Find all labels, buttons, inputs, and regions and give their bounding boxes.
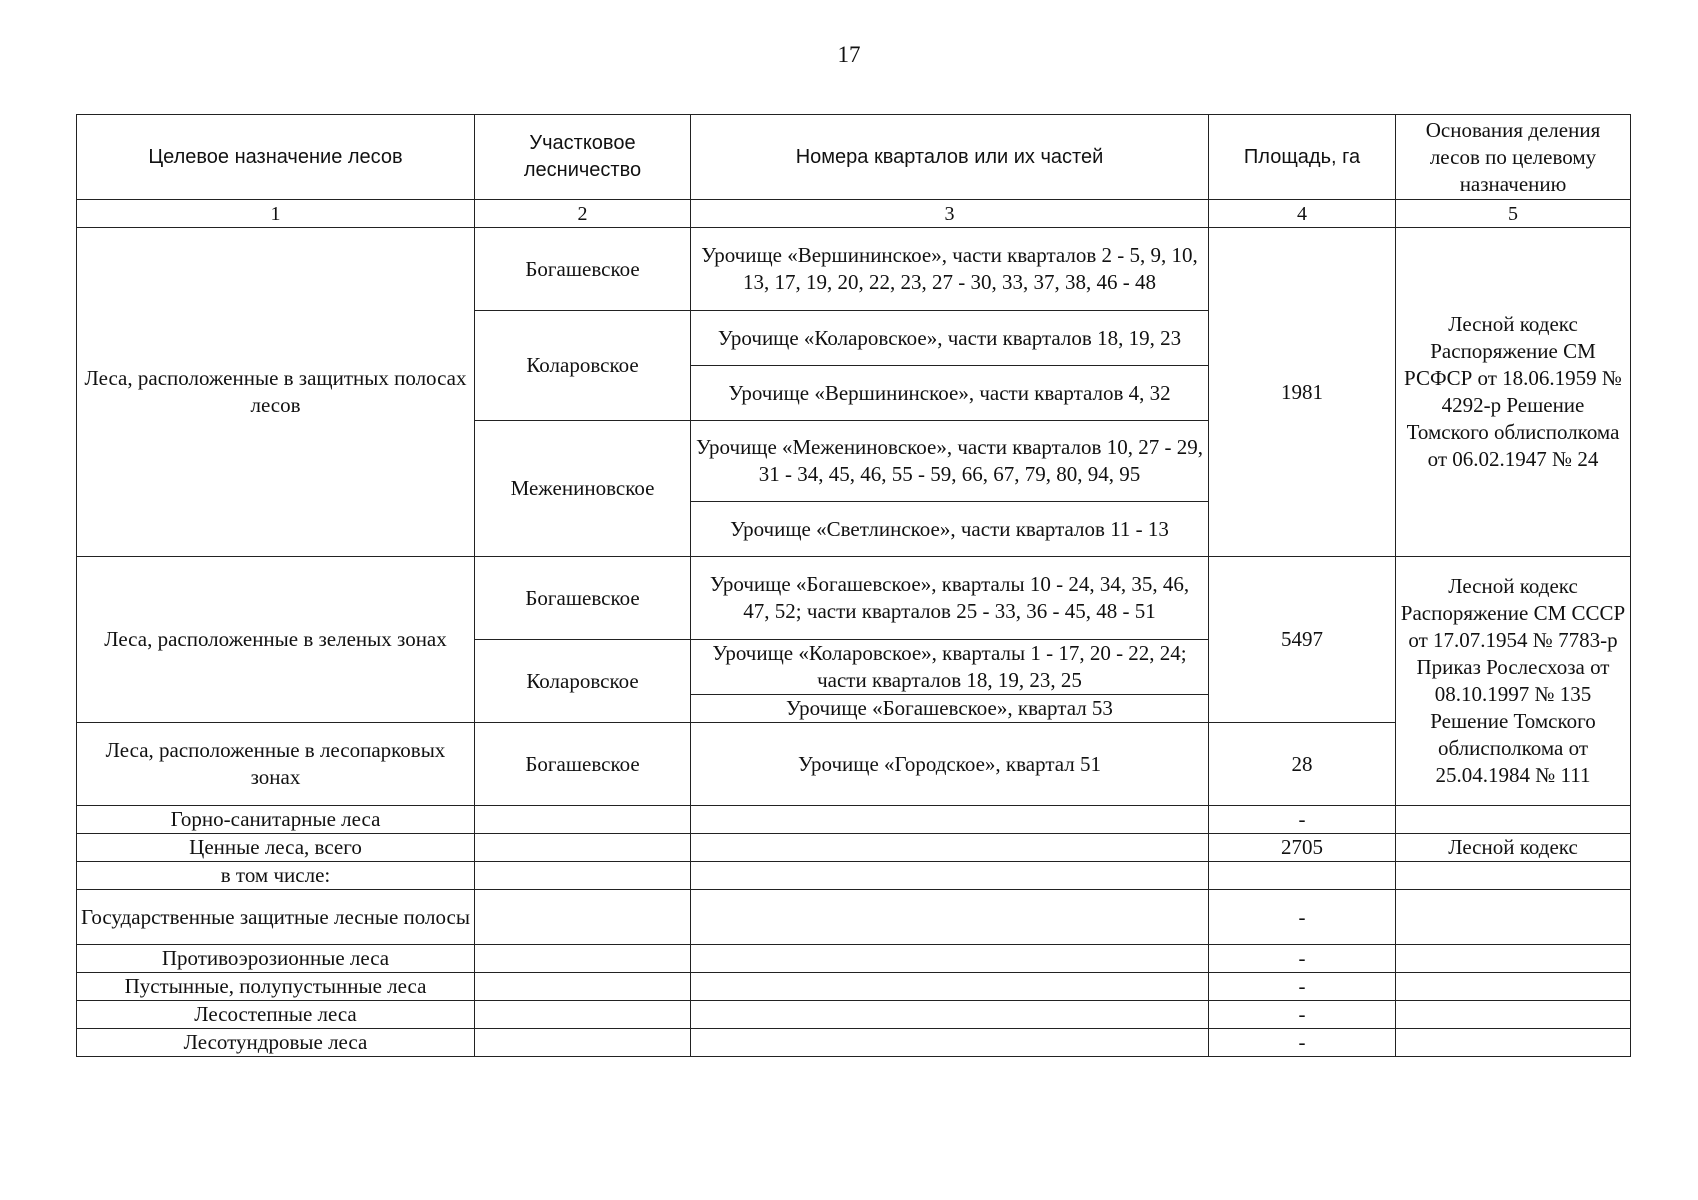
forestry-cell: Богашевское xyxy=(475,228,691,311)
area-cell: - xyxy=(1209,1029,1396,1057)
purpose-cell: Государственные защитные лесные полосы xyxy=(77,890,475,945)
forestry-cell: Коларовское xyxy=(475,640,691,723)
forestry-cell: Богашевское xyxy=(475,557,691,640)
quarters-cell xyxy=(691,890,1209,945)
table-row xyxy=(77,834,1631,862)
quarters-cell: Урочище «Богашевское», кварталы 10 - 24, 34, 35, 46, 47, 52; части кварталов 25 - 33, 36 - 45, 48 - 51 xyxy=(691,557,1209,640)
forest-purpose-table xyxy=(76,114,1631,1057)
table-row xyxy=(77,945,1631,973)
quarters-cell: Урочище «Богашевское», квартал 53 xyxy=(691,695,1209,723)
quarters-cell: Урочище «Светлинское», части кварталов 11 - 13 xyxy=(691,502,1209,557)
quarters-cell: Урочище «Вершининское», части кварталов 4, 32 xyxy=(691,366,1209,421)
quarters-cell xyxy=(691,973,1209,1001)
table-row xyxy=(77,557,1631,640)
quarters-cell xyxy=(691,1029,1209,1057)
table-row xyxy=(77,1029,1631,1057)
forestry-cell xyxy=(475,973,691,1001)
forestry-cell xyxy=(475,1029,691,1057)
table-row xyxy=(77,228,1631,311)
forestry-cell xyxy=(475,834,691,862)
quarters-cell xyxy=(691,806,1209,834)
table-row xyxy=(77,890,1631,945)
basis-cell xyxy=(1396,1029,1631,1057)
quarters-cell: Урочище «Коларовское», части кварталов 18, 19, 23 xyxy=(691,311,1209,366)
quarters-cell xyxy=(691,1001,1209,1029)
forestry-cell xyxy=(475,945,691,973)
basis-cell: Лесной кодекс Распоряжение СМ СССР от 17.07.1954 № 7783-р Приказ Рослесхоза от 08.10.1997 № 135 Решение Томского облисполкома от 25.04.1984 № 111 xyxy=(1396,557,1631,806)
forestry-cell: Коларовское xyxy=(475,311,691,421)
basis-cell xyxy=(1396,973,1631,1001)
basis-cell xyxy=(1396,806,1631,834)
area-cell: 28 xyxy=(1209,723,1396,806)
header-quarters: Номера кварталов или их частей xyxy=(691,115,1209,200)
table-row xyxy=(77,973,1631,1001)
forestry-cell xyxy=(475,1001,691,1029)
area-cell: 2705 xyxy=(1209,834,1396,862)
basis-cell: Лесной кодекс Распоряжение СМ РСФСР от 18.06.1959 № 4292-р Решение Томского облисполкома от 06.02.1947 № 24 xyxy=(1396,228,1631,557)
purpose-cell: Леса, расположенные в зеленых зонах xyxy=(77,557,475,723)
column-number: 2 xyxy=(475,200,691,228)
purpose-cell: Леса, расположенные в защитных полосах лесов xyxy=(77,228,475,557)
header-purpose: Целевое назначение лесов xyxy=(77,115,475,200)
area-cell: - xyxy=(1209,945,1396,973)
area-cell: - xyxy=(1209,973,1396,1001)
table-row xyxy=(77,862,1631,890)
page-number: 17 xyxy=(837,42,861,67)
quarters-cell xyxy=(691,834,1209,862)
basis-cell: Лесной кодекс xyxy=(1396,834,1631,862)
column-number: 3 xyxy=(691,200,1209,228)
basis-cell xyxy=(1396,1001,1631,1029)
basis-cell xyxy=(1396,890,1631,945)
quarters-cell: Урочище «Коларовское», кварталы 1 - 17, 20 - 22, 24; части кварталов 18, 19, 23, 25 xyxy=(691,640,1209,695)
forestry-cell xyxy=(475,806,691,834)
header-basis: Основания деления лесов по целевому назначению xyxy=(1396,115,1631,200)
forestry-cell xyxy=(475,862,691,890)
area-cell: 1981 xyxy=(1209,228,1396,557)
basis-cell xyxy=(1396,862,1631,890)
header-forestry: Участковое лесничество xyxy=(475,115,691,200)
quarters-cell: Урочище «Городское», квартал 51 xyxy=(691,723,1209,806)
basis-cell xyxy=(1396,945,1631,973)
purpose-cell: в том числе: xyxy=(77,862,475,890)
area-cell: - xyxy=(1209,1001,1396,1029)
purpose-cell: Леса, расположенные в лесопарковых зонах xyxy=(77,723,475,806)
purpose-cell: Противоэрозионные леса xyxy=(77,945,475,973)
purpose-cell: Горно-санитарные леса xyxy=(77,806,475,834)
area-cell: - xyxy=(1209,890,1396,945)
purpose-cell: Лесостепные леса xyxy=(77,1001,475,1029)
purpose-cell: Ценные леса, всего xyxy=(77,834,475,862)
forestry-cell xyxy=(475,890,691,945)
header-row xyxy=(77,115,1631,200)
table-row xyxy=(77,806,1631,834)
quarters-cell: Урочище «Межениновское», части кварталов 10, 27 - 29, 31 - 34, 45, 46, 55 - 59, 66, 67, 79, 80, 94, 95 xyxy=(691,421,1209,502)
header-area: Площадь, га xyxy=(1209,115,1396,200)
quarters-cell xyxy=(691,862,1209,890)
column-number-row xyxy=(77,200,1631,228)
quarters-cell: Урочище «Вершининское», части кварталов 2 - 5, 9, 10, 13, 17, 19, 20, 22, 23, 27 - 30, 33, 37, 38, 46 - 48 xyxy=(691,228,1209,311)
area-cell xyxy=(1209,862,1396,890)
quarters-cell xyxy=(691,945,1209,973)
forestry-cell: Богашевское xyxy=(475,723,691,806)
table-row xyxy=(77,1001,1631,1029)
column-number: 1 xyxy=(77,200,475,228)
purpose-cell: Пустынные, полупустынные леса xyxy=(77,973,475,1001)
column-number: 5 xyxy=(1396,200,1631,228)
area-cell: - xyxy=(1209,806,1396,834)
area-cell: 5497 xyxy=(1209,557,1396,723)
forestry-cell: Межениновское xyxy=(475,421,691,557)
purpose-cell: Лесотундровые леса xyxy=(77,1029,475,1057)
column-number: 4 xyxy=(1209,200,1396,228)
